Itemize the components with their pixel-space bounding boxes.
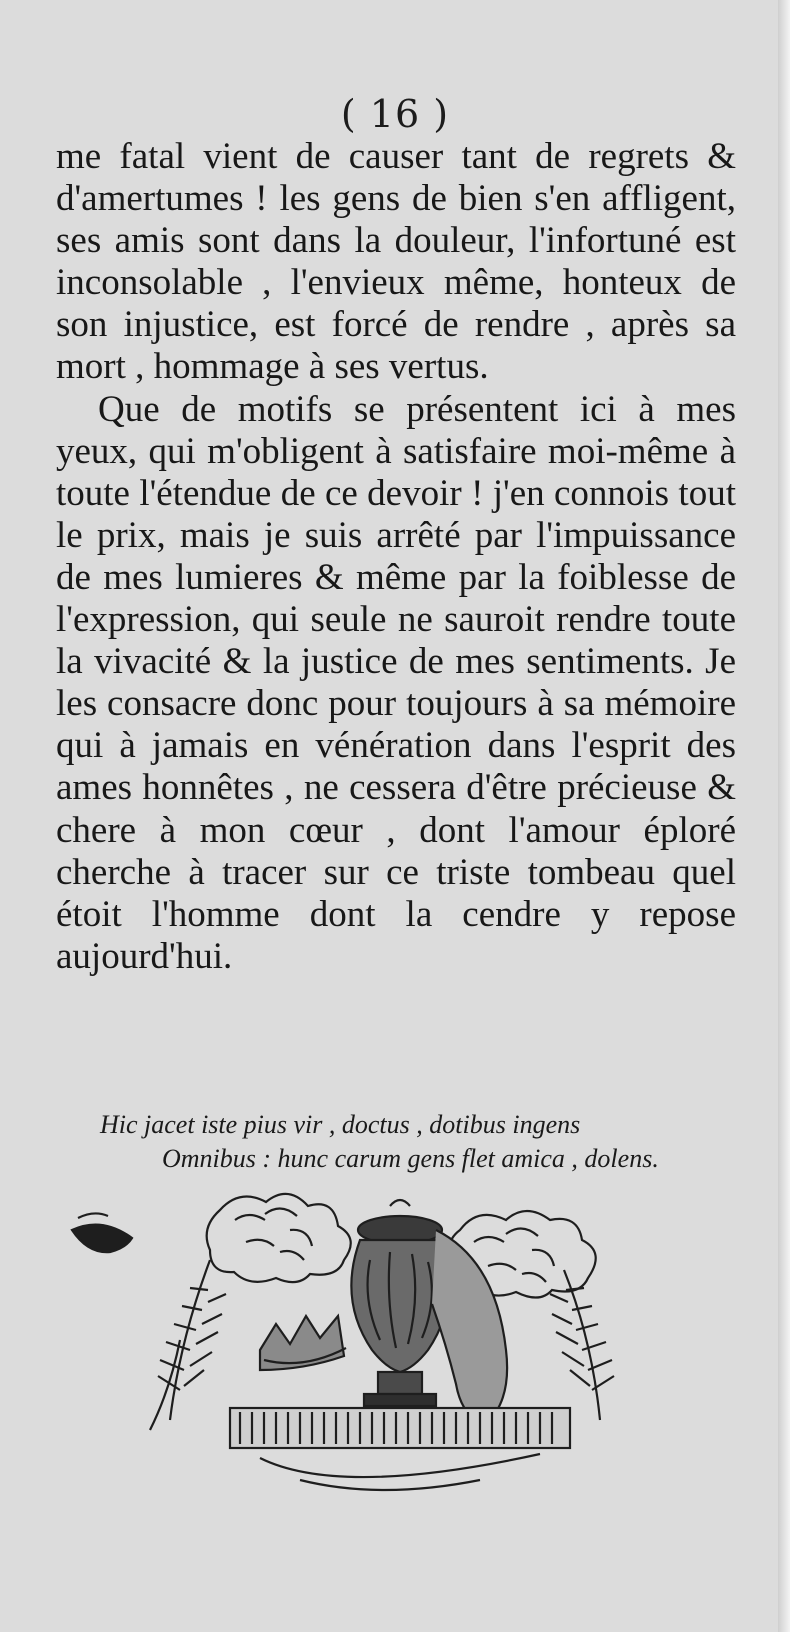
drape <box>432 1230 507 1424</box>
page-number: ( 16 ) <box>340 92 450 136</box>
latin-epitaph <box>100 1108 740 1176</box>
left-cloud <box>207 1194 351 1282</box>
body-text <box>56 136 736 978</box>
epitaph-line-1: Hic jacet iste pius vir , doctus , dotibus ingens <box>100 1110 581 1139</box>
epitaph-line-2: Omnibus : hunc carum gens flet amica , dolens. <box>162 1144 659 1173</box>
left-foliage <box>150 1260 226 1430</box>
funerary-urn-vignette <box>60 1190 740 1610</box>
paragraph-1: me fatal vient de causer tant de regrets & d'amertumes ! les gens de bien s'en affligent, ses amis sont dans la douleur, l'infortuné est inconsolable , l'envieux même, honteux de son injustice, est forcé de rendre , après sa mort , hommage à ses vertus. <box>56 136 736 388</box>
pointing-hand-icon <box>72 1213 132 1252</box>
crown <box>260 1316 346 1370</box>
paragraph-2: Que de motifs se présentent ici à mes yeux, qui m'obligent à satisfaire moi-même à toute l'étendue de ce devoir ! j'en connois tout le prix, mais je suis arrêté par l'impuissance de mes lumieres & même par la foiblesse de l'expression, qui seule ne sauroit rendre toute la vivacité & la justice de mes sentiments. Je les consacre donc pour toujours à sa mémoire qui à jamais en vénération dans l'esprit des ames honnêtes , ne cessera d'être précieuse & chere à mon cœur , dont l'amour éploré cherche à tracer sur ce triste tombeau quel étoit l'homme dont la cendre y repose aujourd'hui. <box>56 388 736 977</box>
right-foliage <box>550 1270 614 1420</box>
plinth <box>230 1408 570 1490</box>
